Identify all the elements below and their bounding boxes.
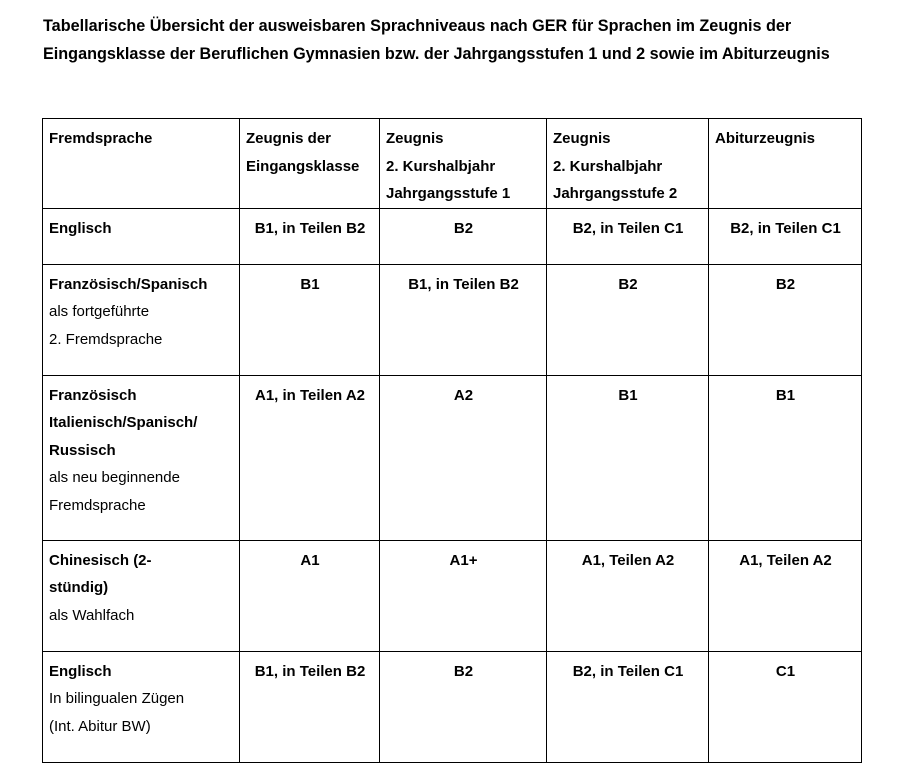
row-language: Englisch In bilingualen Zügen (Int. Abitur BW) <box>43 651 240 762</box>
cell-abiturzeugnis: B2 <box>709 264 862 375</box>
cell-eingangsklasse: A1, in Teilen A2 <box>240 375 380 540</box>
header-fremdsprache: Fremdsprache <box>43 119 240 209</box>
table-row <box>43 540 862 651</box>
cell-jahrgangsstufe-2: A1, Teilen A2 <box>547 540 709 651</box>
cell-jahrgangsstufe-1: B2 <box>380 651 547 762</box>
row-language: Englisch <box>43 208 240 264</box>
table-header-row <box>43 119 862 209</box>
cell-jahrgangsstufe-1: B2 <box>380 208 547 264</box>
cell-abiturzeugnis: B1 <box>709 375 862 540</box>
table-row <box>43 264 862 375</box>
cell-jahrgangsstufe-1: A2 <box>380 375 547 540</box>
cell-abiturzeugnis: C1 <box>709 651 862 762</box>
language-level-table <box>42 118 862 763</box>
cell-jahrgangsstufe-2: B1 <box>547 375 709 540</box>
row-language: Französisch Italienisch/Spanisch/ Russisch als neu beginnende Fremdsprache <box>43 375 240 540</box>
header-jahrgangsstufe-2: Zeugnis 2. Kurshalbjahr Jahrgangsstufe 2 <box>547 119 709 209</box>
cell-jahrgangsstufe-1: B1, in Teilen B2 <box>380 264 547 375</box>
document-title: Tabellarische Übersicht der ausweisbaren Sprachniveaus nach GER für Sprachen im Zeugnis der Eingangsklasse der Beruflichen Gymnasien bzw. der Jahrgangsstufen 1 und 2 sowie im Abiturzeugnis <box>43 17 830 63</box>
table-row <box>43 651 862 762</box>
header-eingangsklasse: Zeugnis der Eingangsklasse <box>240 119 380 209</box>
cell-eingangsklasse: B1 <box>240 264 380 375</box>
header-abiturzeugnis: Abiturzeugnis <box>709 119 862 209</box>
cell-abiturzeugnis: A1, Teilen A2 <box>709 540 862 651</box>
cell-eingangsklasse: B1, in Teilen B2 <box>240 651 380 762</box>
header-jahrgangsstufe-1: Zeugnis 2. Kurshalbjahr Jahrgangsstufe 1 <box>380 119 547 209</box>
cell-abiturzeugnis: B2, in Teilen C1 <box>709 208 862 264</box>
row-language: Chinesisch (2- stündig) als Wahlfach <box>43 540 240 651</box>
table-row <box>43 208 862 264</box>
cell-eingangsklasse: B1, in Teilen B2 <box>240 208 380 264</box>
cell-jahrgangsstufe-2: B2 <box>547 264 709 375</box>
cell-jahrgangsstufe-2: B2, in Teilen C1 <box>547 651 709 762</box>
cell-jahrgangsstufe-2: B2, in Teilen C1 <box>547 208 709 264</box>
table-row <box>43 375 862 540</box>
row-language: Französisch/Spanisch als fortgeführte 2. Fremdsprache <box>43 264 240 375</box>
cell-jahrgangsstufe-1: A1+ <box>380 540 547 651</box>
cell-eingangsklasse: A1 <box>240 540 380 651</box>
